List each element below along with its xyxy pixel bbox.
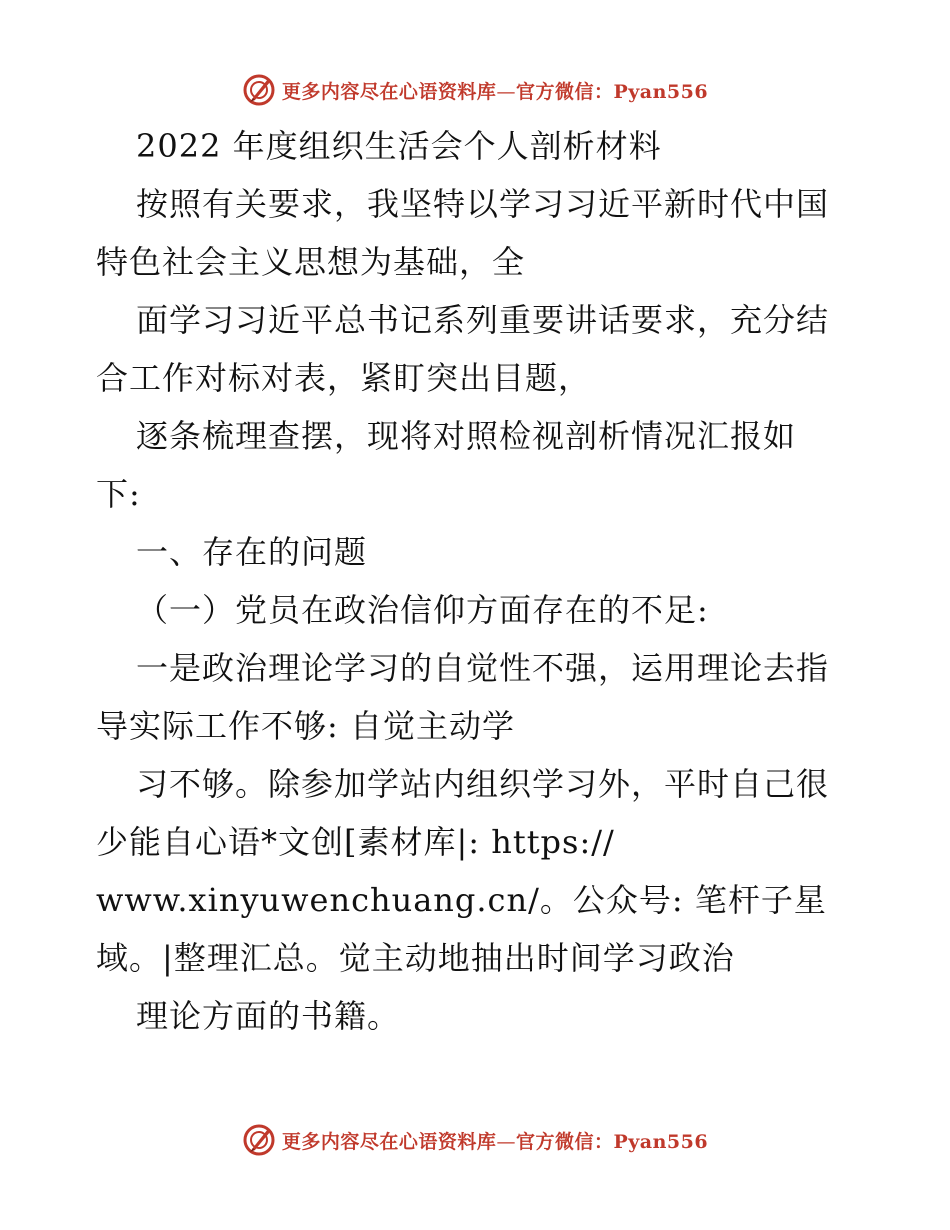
watermark-text: 更多内容尽在心语资料库—官方微信：Pyan556 <box>281 80 709 103</box>
paragraph-line: 按照有关要求，我坚特以学习习近平新时代中国 <box>136 185 830 223</box>
document-title: 2022 年度组织生活会个人剖析材料 <box>136 127 662 165</box>
section-heading: 一、存在的问题 <box>136 533 368 571</box>
paragraph-line: 面学习习近平总书记系列重要讲话要求，充分结 <box>136 301 830 339</box>
paragraph-line: 域。|整理汇总。觉主动地抽出时间学习政治 <box>96 939 735 977</box>
paragraph-line: 特色社会主义思想为基础，全 <box>96 243 526 281</box>
paragraph-line: 导实际工作不够: 自觉主动学 <box>96 707 515 745</box>
quill-logo-icon <box>242 1123 276 1157</box>
paragraph-line: 逐条梳理查摆，现将对照检视剖析情况汇报如 <box>136 417 797 455</box>
paragraph-line: www.xinyuwenchuang.cn/。公众号: 笔杆子星 <box>96 881 827 919</box>
paragraph-line: 理论方面的书籍。 <box>136 997 401 1035</box>
paragraph-line: 下: <box>96 475 141 513</box>
paragraph-line: 一是政治理论学习的自觉性不强，运用理论去指 <box>136 649 830 687</box>
watermark-banner-bottom <box>0 1120 950 1160</box>
paragraph-line: 合工作对标对表，紧盯突出目题， <box>96 359 592 397</box>
paragraph-line: 习不够。除参加学站内组织学习外，平时自己很 <box>136 765 830 803</box>
watermark-text: 更多内容尽在心语资料库—官方微信：Pyan556 <box>281 1130 709 1153</box>
subsection-heading: （一）党员在政治信仰方面存在的不足: <box>136 591 709 629</box>
paragraph-line: 少能自心语*文创[素材库|: https:// <box>96 823 615 861</box>
